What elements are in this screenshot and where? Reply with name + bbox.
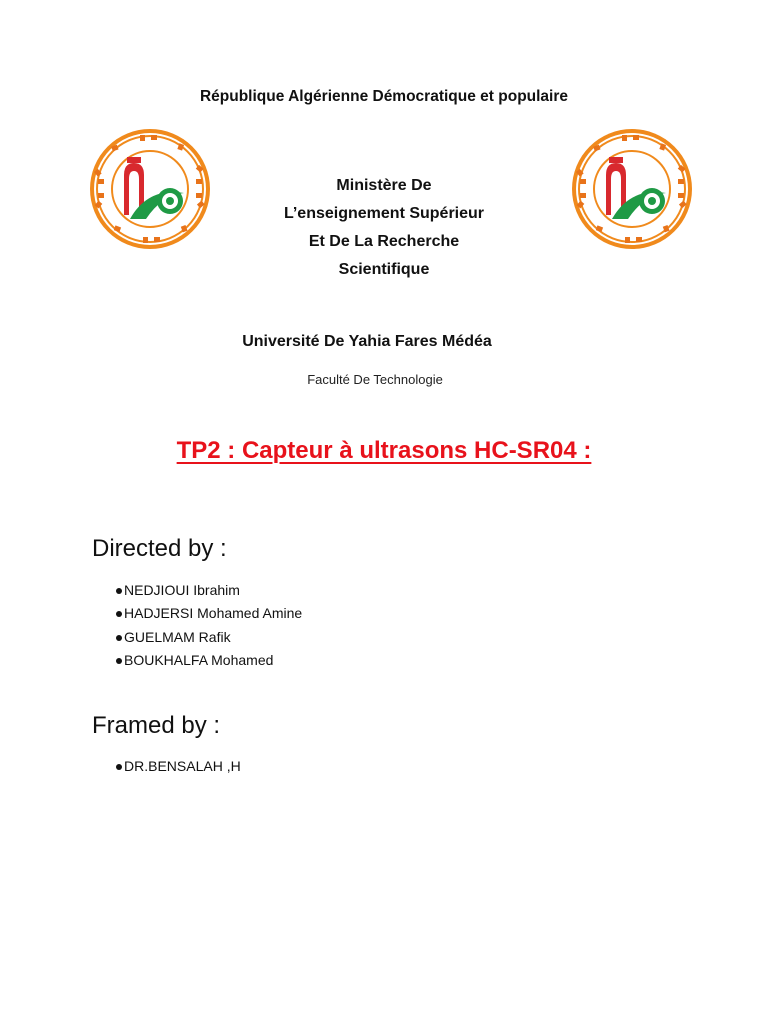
member-name: NEDJIOUI Ibrahim bbox=[124, 582, 240, 598]
list-item bbox=[92, 602, 302, 625]
framed-by-heading: Framed by : bbox=[92, 712, 221, 739]
member-name: HADJERSI Mohamed Amine bbox=[124, 605, 303, 622]
ministry-line: Scientifique bbox=[338, 261, 430, 278]
member-name: BOUKHALFA Mohamed bbox=[124, 651, 274, 668]
faculty-name: Faculté De Technologie bbox=[307, 372, 443, 387]
ministry-line: Ministère De bbox=[336, 177, 432, 194]
list-item bbox=[92, 626, 302, 649]
directed-by-heading: Directed by : bbox=[92, 535, 227, 562]
ministry-line: Et De La Recherche bbox=[308, 233, 460, 250]
republic-heading: République Algérienne Démocratique et populaire bbox=[199, 88, 569, 105]
document-title: TP2 : Capteur à ultrasons HC-SR04 : bbox=[176, 437, 592, 464]
bullet-icon bbox=[116, 764, 122, 770]
list-item bbox=[92, 649, 302, 672]
list-item bbox=[92, 579, 302, 602]
ministry-line: L’enseignement Supérieur bbox=[283, 205, 485, 222]
bullet-icon bbox=[116, 588, 122, 594]
supervisor-name: DR.BENSALAH ,H bbox=[124, 758, 241, 774]
framed-by-list bbox=[92, 755, 241, 778]
university-name: Université De Yahia Fares Médéa bbox=[242, 333, 492, 350]
bullet-icon bbox=[116, 611, 122, 617]
member-name: GUELMAM Rafik bbox=[124, 628, 231, 645]
directed-by-list bbox=[92, 579, 302, 672]
list-item bbox=[92, 755, 241, 778]
ministry-block bbox=[0, 172, 768, 284]
bullet-icon bbox=[116, 658, 122, 664]
bullet-icon bbox=[116, 635, 122, 641]
